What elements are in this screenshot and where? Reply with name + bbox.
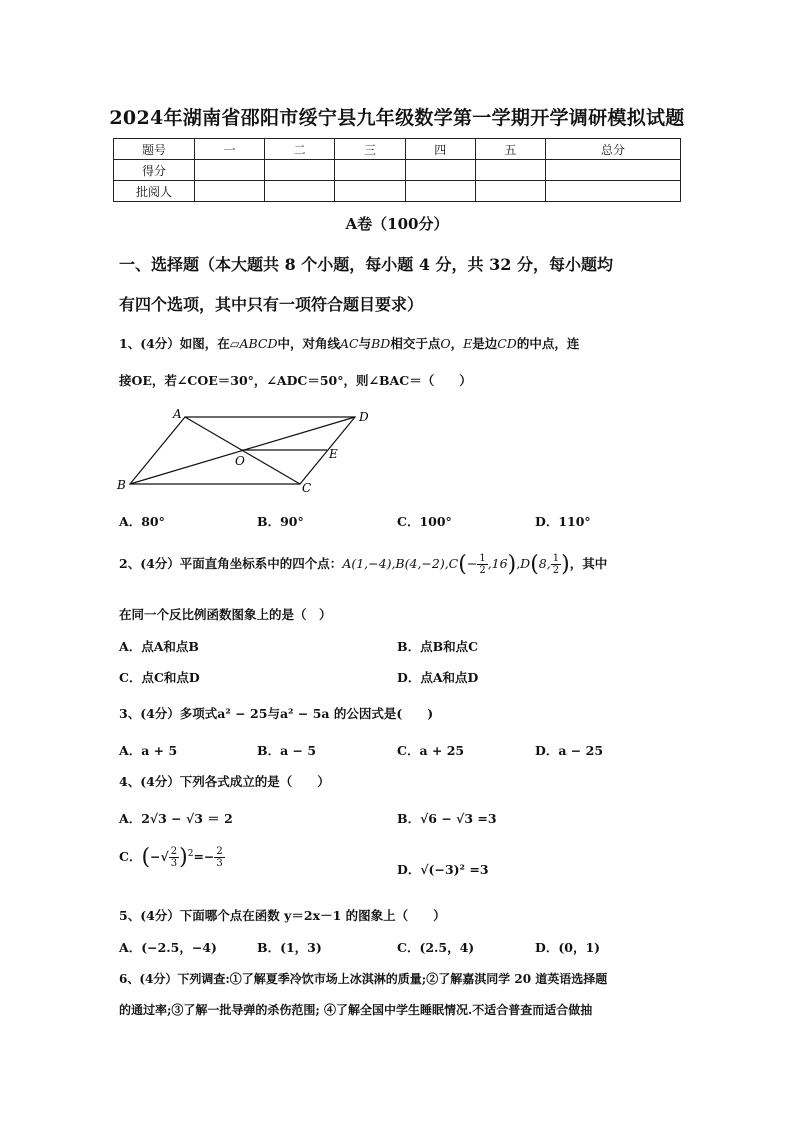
grader-cell[interactable]: [335, 181, 405, 202]
q4-option-d[interactable]: D．√(−3)² =3: [397, 862, 489, 877]
exam-title: 2024年湖南省邵阳市绥宁县九年级数学第一学期开学调研模拟试题: [109, 107, 685, 129]
q4-line: 4、(4分）下列各式成立的是（ ）: [119, 774, 330, 789]
grader-cell[interactable]: [405, 181, 475, 202]
row-label: 批阅人: [114, 181, 195, 202]
section-1-heading: 一、选择题（本大题共 8 个小题，每小题 4 分，共 32 分，每小题均: [119, 255, 613, 274]
grader-cell[interactable]: [195, 181, 265, 202]
score-cell[interactable]: [265, 160, 335, 181]
score-cell[interactable]: [335, 160, 405, 181]
q6-line1: 6、(4分）下列调查:①了解夏季冷饮市场上冰淇淋的质量;②了解嘉淇同学 20 道英语选择题: [119, 972, 608, 986]
label-a: A: [173, 407, 182, 421]
label-c: C: [302, 481, 312, 493]
score-cell[interactable]: [405, 160, 475, 181]
q2-line1: 2、(4分）平面直角坐标系中的四个点：A(1,−4),B(4,−2),C(− $\frac{1}{2}$ ,16),D(8, $\frac{1}{2}$ )，其中: [119, 552, 608, 577]
header-cell: 一: [195, 139, 265, 160]
score-cell[interactable]: [195, 160, 265, 181]
section-a-heading: A卷（100分）: [345, 215, 449, 233]
q1-option-a[interactable]: A．80°: [119, 514, 165, 529]
score-cell[interactable]: [546, 160, 681, 181]
grader-row: [114, 181, 681, 202]
header-cell: 二: [265, 139, 335, 160]
q1-option-c[interactable]: C．100°: [397, 514, 452, 529]
q6-line2: 的通过率;③了解一批导弹的杀伤范围; ④了解全国中学生睡眠情况.不适合普查而适合做抽: [119, 1003, 593, 1017]
q1-option-b[interactable]: B．90°: [257, 514, 304, 529]
q3-option-a[interactable]: A．a + 5: [119, 743, 178, 758]
grader-cell[interactable]: [475, 181, 545, 202]
header-cell: 题号: [114, 139, 195, 160]
q4-option-b[interactable]: B．√6 − √3 =3: [397, 811, 497, 826]
q5-option-b[interactable]: B．(1，3): [257, 940, 322, 955]
q2-option-b[interactable]: B．点B和点C: [397, 639, 479, 654]
q5-option-d[interactable]: D．(0，1): [535, 940, 601, 955]
q4-option-c[interactable]: C．(−√ $\frac{2}{3}$ )$^2$=− $\frac{2}{3}$: [119, 845, 223, 870]
q3-option-b[interactable]: B．a − 5: [257, 743, 317, 758]
q2-option-c[interactable]: C．点C和点D: [119, 670, 200, 685]
q3-line: 3、(4分）多项式a² − 25与a² − 5a 的公因式是( ): [119, 706, 434, 721]
label-d: D: [359, 410, 369, 424]
score-row: [114, 160, 681, 181]
header-cell: 四: [405, 139, 475, 160]
grader-cell[interactable]: [265, 181, 335, 202]
q3-option-c[interactable]: C．a + 25: [397, 743, 465, 758]
q1-option-d[interactable]: D．110°: [535, 514, 591, 529]
q2-option-d[interactable]: D．点A和点D: [397, 670, 479, 685]
header-cell: 三: [335, 139, 405, 160]
score-table-header-row: [114, 139, 681, 160]
q2-option-a[interactable]: A．点A和点B: [119, 639, 199, 654]
label-o: O: [235, 454, 245, 468]
score-cell[interactable]: [475, 160, 545, 181]
parallelogram-figure: [115, 405, 375, 493]
header-cell: 总分: [546, 139, 681, 160]
q5-line: 5、(4分）下面哪个点在函数 y＝2x－1 的图象上（ ）: [119, 908, 446, 923]
q5-option-c[interactable]: C．(2.5，4): [397, 940, 475, 955]
q3-option-d[interactable]: D．a − 25: [535, 743, 604, 758]
score-table: [113, 138, 681, 202]
header-cell: 五: [475, 139, 545, 160]
q1-line2: 接OE，若∠COE＝30°，∠ADC＝50°，则∠BAC＝（ ）: [119, 373, 472, 388]
q5-option-a[interactable]: A．(−2.5，−4): [119, 940, 217, 955]
grader-cell[interactable]: [546, 181, 681, 202]
q2-line2: 在同一个反比例函数图象上的是（ ）: [119, 607, 332, 622]
section-1-heading-cont: 有四个选项，其中只有一项符合题目要求）: [119, 295, 424, 314]
q1-line1: 1、(4分）如图，在▱ABCD中，对角线AC与BD相交于点O，E是边CD的中点，连: [119, 336, 580, 351]
label-b: B: [117, 478, 126, 492]
label-e: E: [329, 447, 338, 461]
row-label: 得分: [114, 160, 195, 181]
q4-option-a[interactable]: A．2√3 − √3 ＝ 2: [119, 811, 233, 826]
